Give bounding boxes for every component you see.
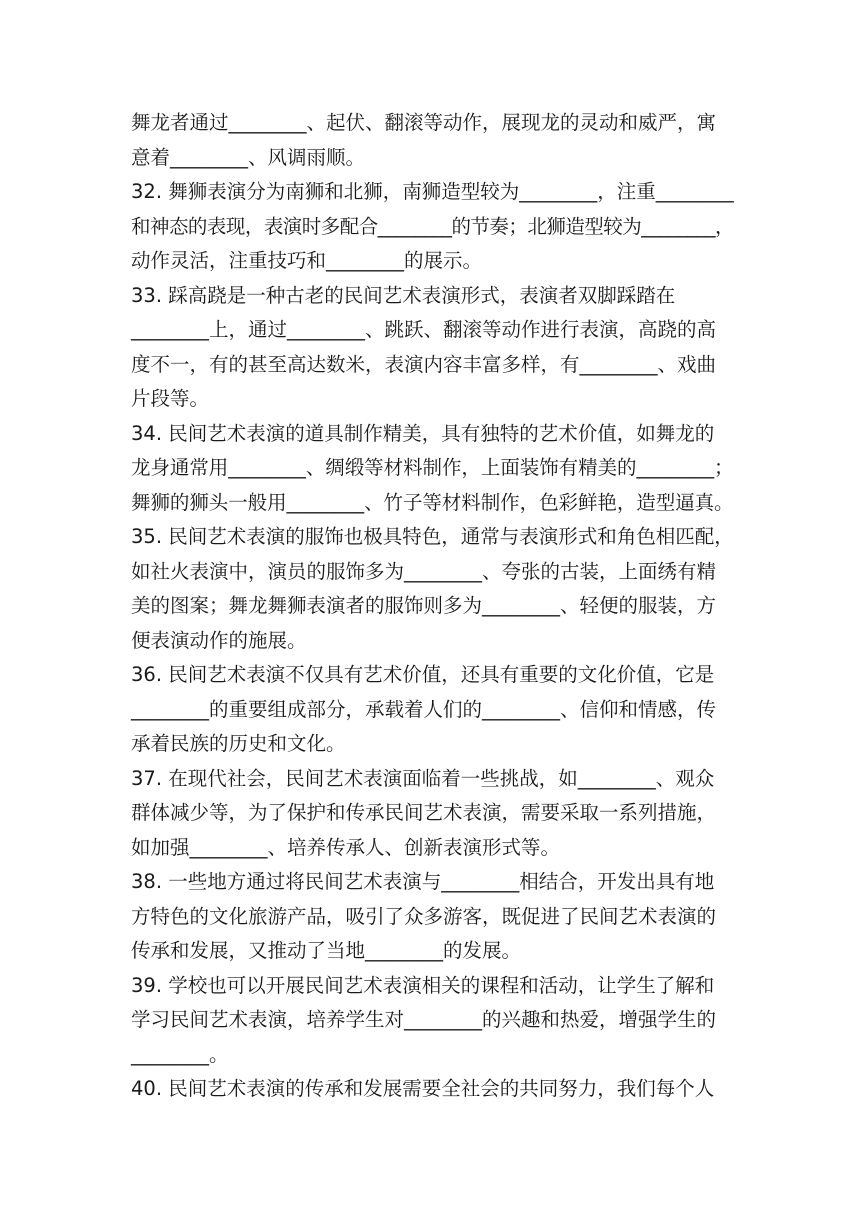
text-line: 方特色的文化旅游产品，吸引了众多游客，既促进了民间艺术表演的 <box>131 904 717 928</box>
document-body <box>131 106 734 1107</box>
text-line: 承着民族的历史和文化。 <box>131 732 346 755</box>
text-line: 如加强________、培养传承人、创新表演形式等。 <box>131 835 561 859</box>
text-line: 舞龙者通过________、起伏、翻滚等动作，展现龙的灵动和威严，寓 <box>131 111 717 134</box>
text-line: 40. 民间艺术表演的传承和发展需要全社会的共同努力，我们每个人 <box>131 1077 715 1100</box>
text-line: 37. 在现代社会，民间艺术表演面临着一些挑战，如________、观众 <box>131 766 715 790</box>
text-line: ________的重要组成部分，承载着人们的________、信仰和情感，传 <box>131 697 717 721</box>
text-line: ________。 <box>131 1042 229 1066</box>
text-line: ________上，通过________、跳跃、翻滚等动作进行表演，高跷的高 <box>131 318 717 341</box>
text-line: 和神态的表现，表演时多配合________的节奏；北狮造型较为________， <box>131 214 735 238</box>
text-line: 片段等。 <box>131 387 210 410</box>
text-line: 便表演动作的施展。 <box>131 628 307 652</box>
text-line: 学习民间艺术表演，培养学生对________的兴趣和热爱，增强学生的 <box>131 1008 717 1031</box>
text-line: 传承和发展，又推动了当地________的发展。 <box>131 939 522 962</box>
text-line: 35. 民间艺术表演的服饰也极具特色，通常与表演形式和角色相匹配， <box>131 525 734 548</box>
text-line: 动作灵活，注重技巧和________的展示。 <box>131 249 483 272</box>
text-line: 33. 踩高跷是一种古老的民间艺术表演形式，表演者双脚踩踏在 <box>131 283 676 307</box>
text-line: 舞狮的狮头一般用________、竹子等材料制作，色彩鲜艳，造型逼真。 <box>131 490 734 514</box>
text-line: 38. 一些地方通过将民间艺术表演与________相结合，开发出具有地 <box>131 870 715 893</box>
text-line: 群体减少等，为了保护和传承民间艺术表演，需要采取一系列措施， <box>131 801 717 824</box>
text-line: 39. 学校也可以开展民间艺术表演相关的课程和活动，让学生了解和 <box>131 973 715 997</box>
text-line: 意着________、风调雨顺。 <box>131 145 366 169</box>
text-line: 美的图案；舞龙舞狮表演者的服饰则多为________、轻便的服装，方 <box>131 594 717 617</box>
text-line: 32. 舞狮表演分为南狮和北狮，南狮造型较为________，注重________ <box>131 180 734 203</box>
text-line: 34. 民间艺术表演的道具制作精美，具有独特的艺术价值，如舞龙的 <box>131 421 715 445</box>
text-line: 龙身通常用________、绸缎等材料制作，上面装饰有精美的________； <box>131 456 734 479</box>
text-line: 度不一，有的甚至高达数米，表演内容丰富多样，有________、戏曲 <box>131 352 717 376</box>
text-line: 36. 民间艺术表演不仅具有艺术价值，还具有重要的文化价值，它是 <box>131 663 715 686</box>
text-line: 如社火表演中，演员的服饰多为________、夸张的古装，上面绣有精 <box>131 559 717 583</box>
